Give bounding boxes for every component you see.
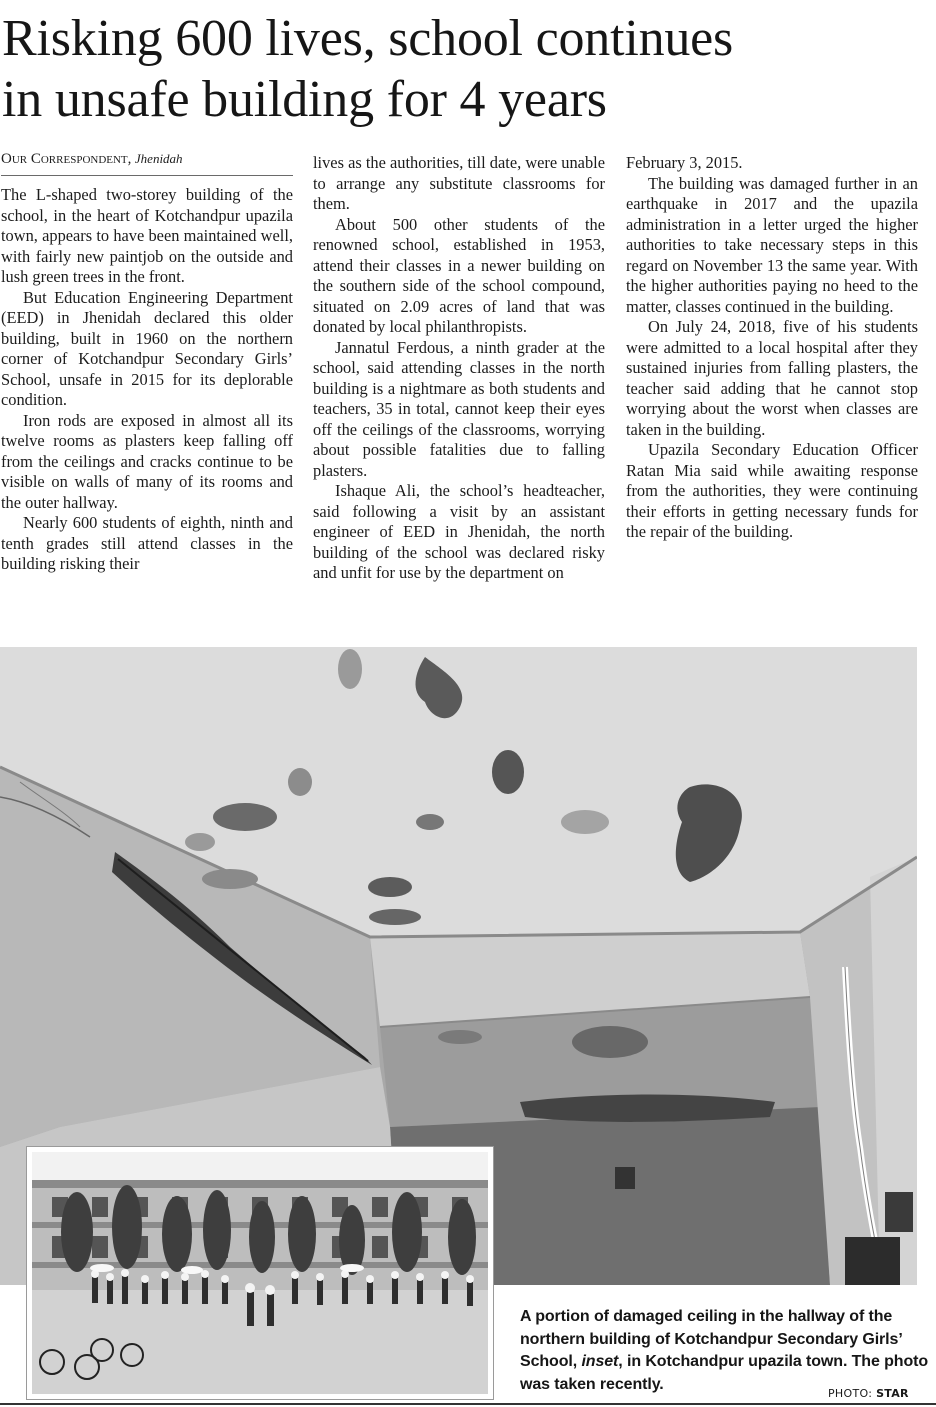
photo-credit-label: PHOTO: — [828, 1387, 877, 1400]
paragraph: lives as the authorities, till date, were unable to arrange any substitute classrooms for them. — [313, 153, 605, 213]
paragraph: Upazila Secondary Education Officer Ratan Mia said while awaiting response from the authorities, they were continuing their efforts in getting necessary funds for the repair of the building. — [626, 440, 918, 541]
paragraph: Nearly 600 students of eighth, ninth and tenth grades still attend classes in the building risking their — [1, 513, 293, 573]
paragraph: The building was damaged further in an earthquake in 2017 and the upazila administration in a letter urged the higher authorities to take necessary steps in this regard on November 13 the same year. With the higher authorities paying no heed to the matter, classes continued in the building. — [626, 173, 918, 316]
paragraph: February 3, 2015. — [626, 153, 743, 172]
paragraph: The L-shaped two-storey building of the school, in the heart of Kotchandpur upazila town, appears to have been maintained well, with fairly new paintjob on the outside and lush green trees in the front. — [1, 185, 293, 286]
headline — [2, 8, 934, 130]
photo-caption — [520, 1306, 930, 1396]
caption-inset-word: inset — [581, 1353, 619, 1370]
paragraph: On July 24, 2018, five of his students were admitted to a local hospital after they sustained injuries from falling plasters, the teacher said adding that he cannot stop worrying about the worst when classes are taken in the building. — [626, 317, 918, 439]
school-courtyard-inset-photo — [26, 1146, 494, 1400]
paragraph: Ishaque Ali, the school’s headteacher, said following a visit by an assistant engineer of EED in Jhenidah, the north building of the school was declared risky and unfit for use by the department on — [313, 481, 605, 582]
byline-location: Jhenidah — [134, 151, 183, 166]
article-column-1 — [1, 150, 293, 575]
paragraph: But Education Engineering Department (EED) in Jhenidah declared this older building, built in 1960 on the northern corner of Kotchandpur Secondary Girls’ School, unsafe in 2015 for its deplorable condition. — [1, 287, 293, 409]
photo-credit-source: STAR — [876, 1387, 909, 1400]
article-column-3 — [626, 153, 918, 543]
headline-line-2: in unsafe building for 4 years — [2, 71, 607, 128]
article-column-2 — [313, 153, 605, 584]
paragraph: Iron rods are exposed in almost all its twelve rooms as plasters keep falling off from the ceilings and cracks continue to be visible on walls of many of its rooms and the outer hallway. — [1, 410, 293, 512]
paragraph: About 500 other students of the renowned school, established in 1953, attend their classes in a newer building on the southern side of the school compound, situated on 2.09 acres of land that was donated by local philanthropists. — [313, 214, 605, 336]
photo-credit — [828, 1387, 909, 1400]
paragraph: Jannatul Ferdous, a ninth grader at the school, said attending classes in the north building is a nightmare as both students and teachers, 35 in total, cannot keep their eyes off the ceilings of the classrooms, worrying about possible fatalities due to falling plasters. — [313, 337, 605, 480]
headline-line-1: Risking 600 lives, school continues — [2, 10, 734, 67]
byline — [1, 150, 293, 176]
caption-text-part-2: , in Kotchandpur upazila town. The photo was taken recently. — [520, 1353, 929, 1393]
caption-text-part-1: A portion of damaged ceiling in the hallway of the northern building of Kotchandpur Secondary Girls’ School, — [520, 1308, 902, 1370]
byline-author: Our Correspondent, — [1, 151, 132, 167]
bottom-rule — [0, 1403, 936, 1405]
courtyard-illustration — [32, 1152, 488, 1394]
